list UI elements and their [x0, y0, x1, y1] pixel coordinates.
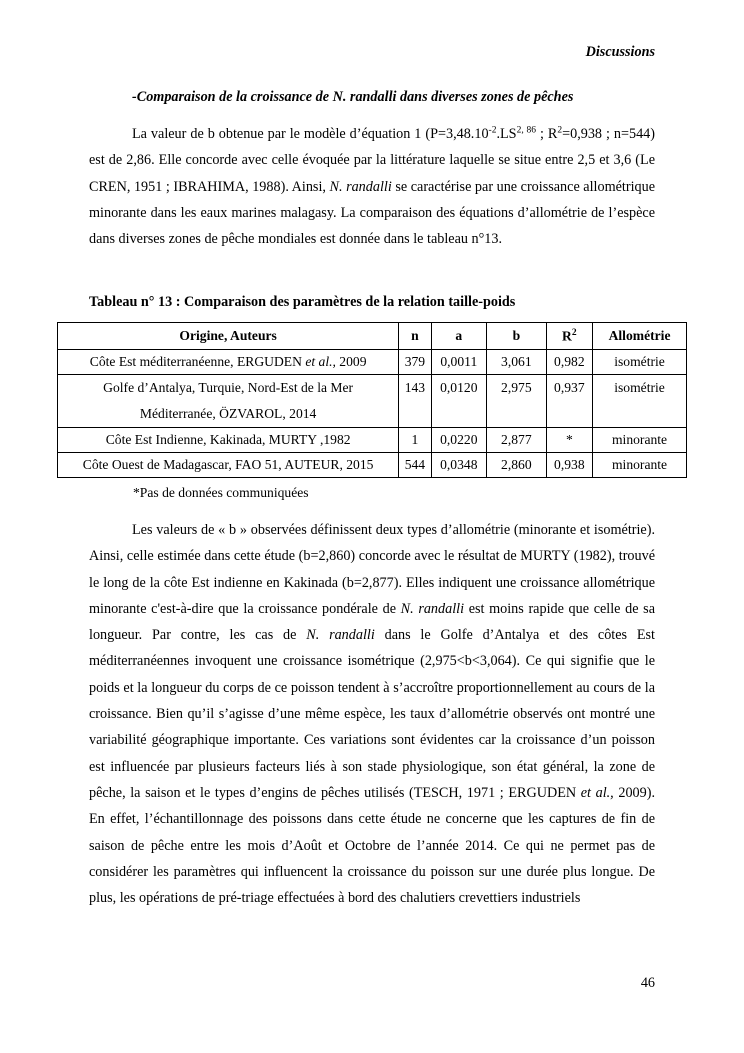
- p1-text-2: .LS: [496, 126, 517, 142]
- p1-species: N. randalli: [329, 178, 392, 195]
- header-n: n: [399, 323, 431, 350]
- page-number: 46: [640, 975, 655, 991]
- p2-species-1: N. randalli: [400, 600, 465, 617]
- p2-species-2: N. randalli: [306, 627, 375, 644]
- cell-allometry: isométrie: [593, 375, 687, 428]
- table-footnote: *Pas de données communiquées: [133, 485, 309, 500]
- p2-text-4: 2009). En effet, l’échantillonnage des poissons dans cette étude ne concerne que les captures de fin de saison de pêche entre les mois d’Août et Octobre de l’année 2014. Ce qui ne permet pas de considérer les paramètres qui influencent la croissance du poisson sur une durée plus longue. De plus, les opérations de pré-triage effectuées à bord des chalutiers crevettiers industriels: [89, 784, 655, 907]
- p1-exponent-2: 2, 86: [516, 125, 536, 136]
- cell-r2: *: [546, 428, 592, 453]
- cell-a: 0,0348: [431, 453, 487, 478]
- cell-origin-etal: et al.,: [305, 354, 336, 369]
- cell-origin-text: Côte Est méditerranéenne, ERGUDEN: [89, 354, 306, 369]
- cell-r2: 0,937: [546, 375, 592, 428]
- cell-origin: Côte Est Indienne, Kakinada, MURTY ,1982: [58, 428, 399, 453]
- cell-origin-line2: Méditerranée, ÖZVAROL, 2014: [139, 406, 317, 421]
- cell-b: 2,975: [487, 375, 547, 428]
- cell-origin-line1: Golfe d’Antalya, Turquie, Nord-Est de la Mer: [103, 380, 354, 395]
- header-allometry: Allométrie: [593, 323, 687, 350]
- p1-exponent-1: -2: [488, 125, 497, 136]
- p1-exponent-3: 2: [557, 125, 563, 136]
- section-title: -Comparaison de la croissance de N. randalli dans diverses zones de pêches: [132, 89, 574, 105]
- header-r2-base: R: [562, 328, 572, 344]
- table-row: [58, 375, 687, 428]
- cell-r2: 0,982: [546, 350, 592, 375]
- cell-n: 143: [399, 375, 431, 428]
- p1-text-4: =0,938 ; n=544) est de 2,86. Elle concorde avec celle évoquée par la littérature laquelle se situe entre 2,5 et 3,6 (Le CREN, 1951 ; IBRAHIMA, 1988). Ainsi,: [89, 126, 655, 195]
- header-r2: [546, 323, 592, 350]
- cell-a: 0,0220: [431, 428, 487, 453]
- header-r2-exp: 2: [571, 327, 577, 338]
- cell-allometry: minorante: [593, 428, 687, 453]
- cell-allometry: isométrie: [593, 350, 687, 375]
- cell-origin: [58, 350, 399, 375]
- cell-a: 0,0120: [431, 375, 487, 428]
- header-b: b: [487, 323, 547, 350]
- cell-origin: Côte Ouest de Madagascar, FAO 51, AUTEUR, 2015: [58, 453, 399, 478]
- p1-text-1: La valeur de b obtenue par le modèle d’équation 1 (P=3,48.10: [132, 126, 489, 142]
- p2-text-1: Les valeurs de « b » observées définissent deux types d’allométrie (minorante et isométrie). Ainsi, celle estimée dans cette étude (b=2,860) concorde avec le résultat de MURTY (1982), trouvé le long de la côte Est indienne en Kakinada (b=2,877). Elles indiquent une croissance allométrique minorante c'est-à-dire que la croissance pondérale de: [89, 522, 655, 617]
- header-origin: Origine, Auteurs: [58, 323, 399, 350]
- table-row: [58, 453, 687, 478]
- table-caption: Tableau n° 13 : Comparaison des paramètres de la relation taille-poids: [89, 294, 516, 310]
- header-a: a: [431, 323, 487, 350]
- cell-n: 379: [399, 350, 431, 375]
- paragraph-1: [89, 121, 655, 252]
- p2-text-3: dans le Golfe d’Antalya et des côtes Est méditerranéennes invoquent une croissance isométrique (2,975<b<3,064). Ce qui signifie que le poids et la longueur du corps de ce poisson tendent à s’accroître proportionnellement au cours de la croissance. Bien qu’il s’agisse d’une même espèce, les taux d’allométrie observés ont montré une variabilité géographique importante. Ces variations sont évidentes car la croissance d’un poisson est influencée par plusieurs facteurs liés à son stade physiologique, son état général, la zone de pêche, la saison et le types d’engins de pêches utilisés (TESCH, 1971 ; ERGUDEN: [89, 627, 655, 801]
- table-row: [58, 428, 687, 453]
- p1-text-5: se caractérise par une croissance allométrique minorante dans les eaux marines malagasy. La comparaison des équations d’allométrie de l’espèce dans diverses zones de pêche mondiales est donnée dans le tableau n°13.: [89, 178, 655, 248]
- p2-text-2: est moins rapide que celle de sa longueur. Par contre, les cas de: [89, 600, 655, 644]
- cell-origin: [58, 375, 399, 428]
- cell-n: 544: [399, 453, 431, 478]
- cell-b: 2,860: [487, 453, 547, 478]
- p2-etal: et al.,: [580, 784, 614, 801]
- running-header: Discussions: [585, 44, 655, 60]
- cell-n: 1: [399, 428, 431, 453]
- cell-b: 3,061: [487, 350, 547, 375]
- cell-r2: 0,938: [546, 453, 592, 478]
- cell-allometry: minorante: [593, 453, 687, 478]
- cell-a: 0,0011: [431, 350, 487, 375]
- p1-text-3: ; R: [536, 126, 558, 142]
- comparison-table: [57, 322, 687, 478]
- cell-origin-year: 2009: [335, 354, 367, 369]
- paragraph-2: [89, 517, 655, 911]
- table-row: [58, 350, 687, 375]
- cell-b: 2,877: [487, 428, 547, 453]
- table-header-row: [58, 323, 687, 350]
